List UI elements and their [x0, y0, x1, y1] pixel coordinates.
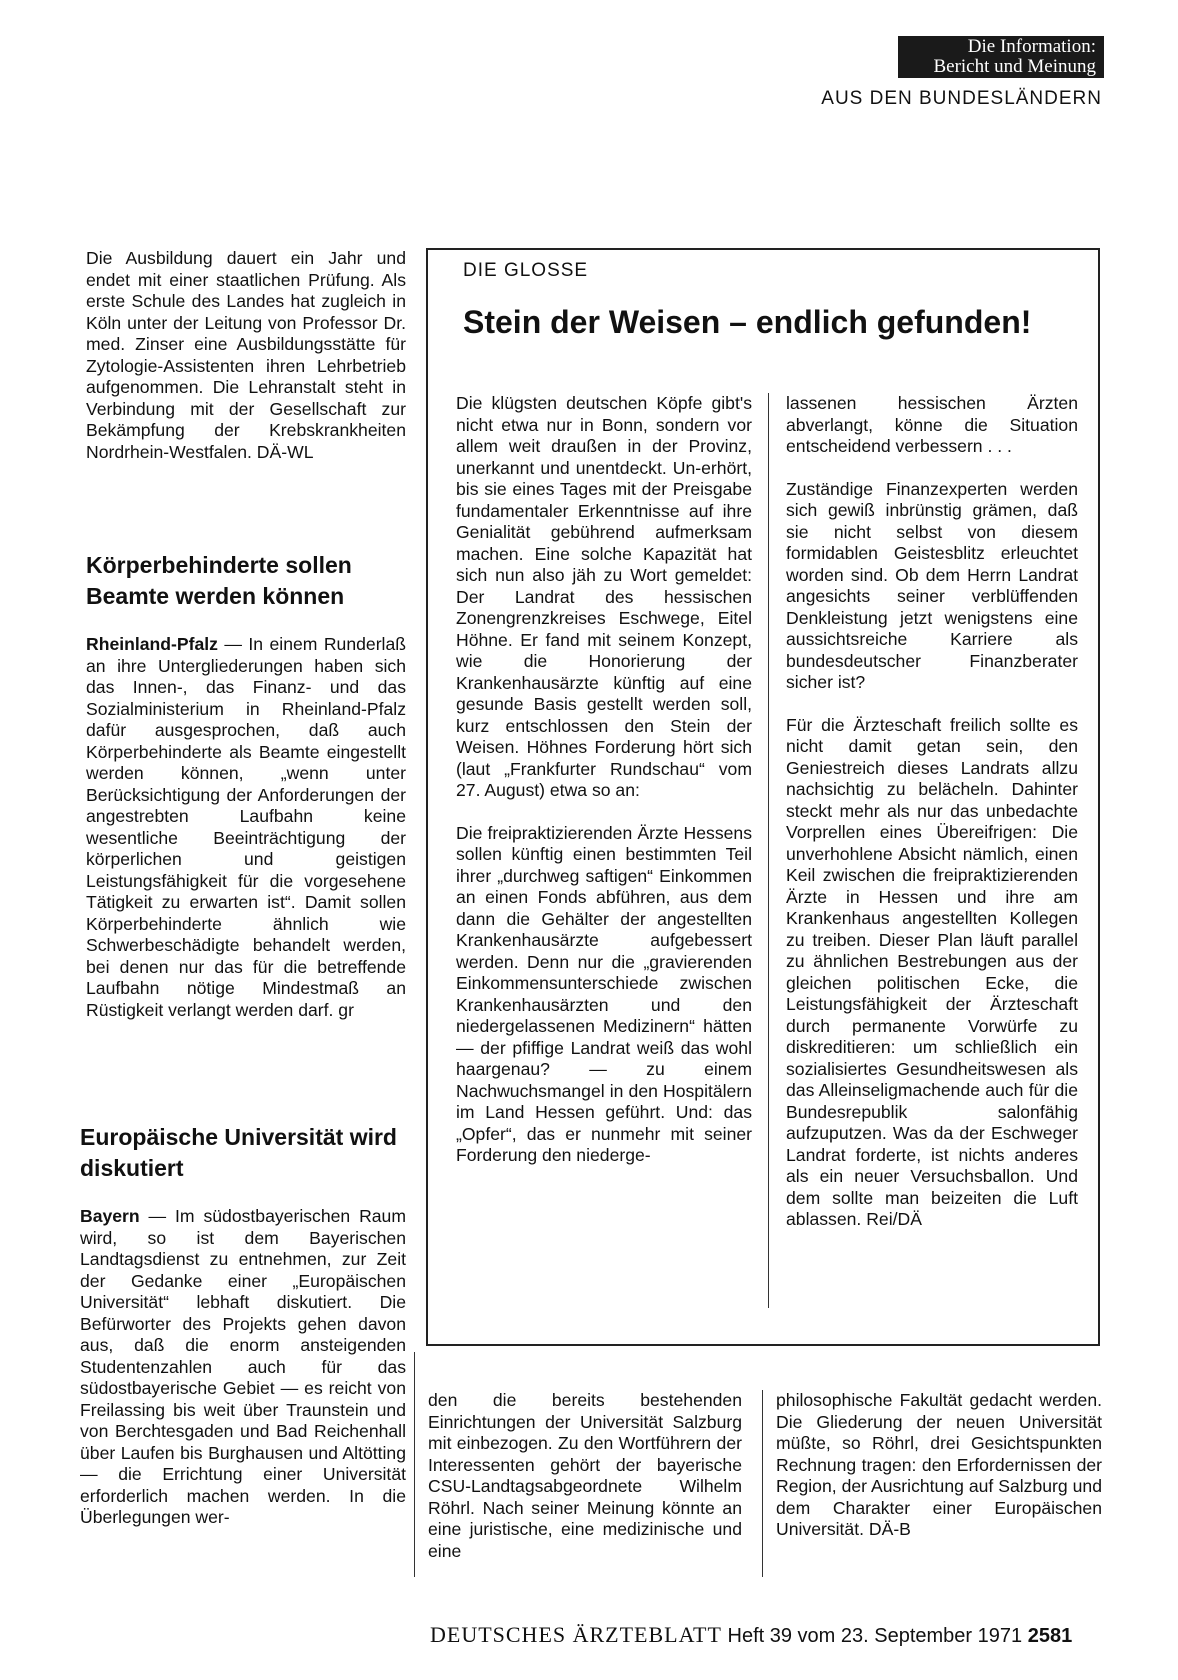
issue-info: Heft 39 vom 23. September 1971: [727, 1625, 1023, 1647]
article-koerperbehinderte: [86, 550, 406, 1021]
article-title: Europäische Universität wird diskutiert: [80, 1124, 397, 1181]
article-europaeische-universitaet: [80, 1122, 406, 1529]
intro-paragraph: Die Ausbildung dauert ein Jahr und endet mit einer staatlichen Prüfung. Als erste Schule des Landes hat zugleich in Köln unter der Leitung von Professor Dr. med. Zinser eine Ausbildungsstätte für Zytologie-Assistenten ihren Lehrbetrieb aufgenommen. Die Lehranstalt steht in Verbindung mit der Gesellschaft zur Bekämpfung der Krebskrankheiten Nordrhein-Westfalen. DÄ-WL: [86, 248, 406, 462]
article-text: — In einem Runderlaß an ihre Untergliederungen haben sich das Innen-, das Finanz- und das Sozialministerium in Rheinland-Pfalz dafür ausgesprochen, daß auch Körperbehinderte als Beamte eingestellt werden können, „wenn unter Berücksichtigung der Anforderungen der angestrebten Laufbahn keine wesentliche Beeinträchtigung der körperlichen und geistigen Leistungsfähigkeit für die vorgesehene Tätigkeit zu erwarten ist“. Damit sollen Körperbehinderte ähnlich wie Schwerbeschädigte behandelt werden, bei denen nur das für die betreffende Laufbahn nötige Mindestmaß an Rüstigkeit verlangt werden darf. gr: [86, 634, 406, 1020]
continuation-column-mid: [428, 1390, 742, 1562]
rubric-line-1: Die Information:: [967, 36, 1096, 57]
journal-name: DEUTSCHES ÄRZTEBLATT: [430, 1622, 722, 1647]
article-text: — Im südostbayerischen Raum wird, so ist dem Bayerischen Landtagsdienst zu entnehmen, zur Zeit der Gedanke einer „Europäischen Universität“ lebhaft diskutiert. Die Befürworter des Projekts gehen davon aus, daß die enorm ansteigenden Studentenzahlen auch für das südostbayerische Gebiet — es reicht von Freilassing bis weit über Traunstein und von Berchtesgaden und Bad Reichenhall über Laufen bis Burghausen und Altötting — die Errichtung einer Universität erforderlich machen werden. In die Überlegungen wer-: [80, 1206, 406, 1527]
glosse-paragraph: Zuständige Finanzexperten werden sich gewiß inbrünstig grämen, daß sie nicht selbst von diesem formidablen Geistesblitz erleuchtet worden sind. Ob dem Herrn Landrat angesichts seiner verblüffenden Denkleistung jetzt wenigstens eine aussichtsreiche Karriere als bundesdeutscher Finanzberater sicher ist?: [786, 478, 1078, 692]
glosse-paragraph: Die freipraktizierenden Ärzte Hessens sollen künftig einen bestimmten Teil ihrer „durchweg saftigen“ Einkommen an einen Fonds abführen, aus dem dann die Gehälter der angestellten Krankenhausärzte aufgebessert werden. Denn nur die „gravierenden Einkommensunterschiede zwischen Krankenhausärzten und den niedergelassenen Medizinern“ hätten — der pfiffige Landrat weiß das wohl haargenau? — zu einem Nachwuchsmangel in den Hospitälern im Land Hessen geführt. Und: das „Opfer“, das er nunmehr mit seiner Forderung den niederge-: [456, 822, 752, 1165]
glosse-title: Stein der Weisen – endlich gefunden!: [463, 304, 1032, 340]
rubric-badge: [898, 36, 1104, 78]
article-body: [86, 634, 406, 1021]
page-footer: [430, 1622, 1102, 1648]
column-divider: [414, 1352, 415, 1577]
glosse-column-2: [786, 393, 1078, 1231]
dateline: Rheinland-Pfalz: [86, 634, 218, 654]
dateline: Bayern: [80, 1206, 140, 1226]
glosse-paragraph: Für die Ärzteschaft freilich sollte es nicht damit getan sein, den Geniestreich dieses Landrats allzu nachsichtig zu belächeln. Dahinter steckt mehr als nur das unbedachte Vorprellen eines Übereifrigen: Die unverhohlene Absicht nämlich, einen Keil zwischen die freipraktizierenden Ärzte in Hessen und ihre am Krankenhaus angestellten Kollegen zu treiben. Dieser Plan läuft parallel zu ähnlichen Bestrebungen aus der gleichen politischen Ecke, die Leistungsfähigkeit der Ärzteschaft durch permanente Vorwürfe zu diskreditieren: um schließlich ein sozialisiertes Gesundheitswesen als das Alleinseligmachende auch für die Bundesrepublik salonfähig aufzuputzen. Was da der Eschweger Landrat forderte, ist nichts anderes als ein neuer Versuchsballon. Und dem sollte man beizeiten die Luft ablassen. Rei/DÄ: [786, 714, 1078, 1229]
column-divider: [768, 393, 769, 1308]
glosse-paragraph: lassenen hessischen Ärzten abverlangt, könne die Situation entscheidend verbessern . . .: [786, 393, 1078, 456]
continuation-text: philosophische Fakultät gedacht werden. Die Gliederung der neuen Universität müßte, so Röhrl, drei Gesichtspunkten Rechnung tragen: den Erfordernissen der Region, der Ausrichtung auf Salzburg und dem Charakter einer Europäischen Universität. DÄ-B: [776, 1390, 1102, 1539]
left-column-intro: [86, 248, 406, 463]
page-number: 2581: [1027, 1625, 1073, 1647]
continuation-text: den die bereits bestehenden Einrichtungen der Universität Salzburg mit einbezogen. Zu den Wortführern der Interessenten gehört der bayerische CSU-Landtagsabgeordnete Wilhelm Röhrl. Nach seiner Meinung könnte an eine juristische, eine medizinische und eine: [428, 1390, 742, 1561]
section-title: AUS DEN BUNDESLÄNDERN: [821, 88, 1102, 109]
continuation-column-right: [776, 1390, 1102, 1541]
glosse-paragraph: Die klügsten deutschen Köpfe gibt's nicht etwa nur in Bonn, sondern vor allem weit draußen in der Provinz, unerkannt und unentdeckt. Un-erhört, bis sie eines Tages mit der Preisgabe fundamentaler Erkenntnisse auf ihre Genialität gebührend aufmerksam machen. Eine solche Kapazität hat sich nun also jäh zu Wort gemeldet: Der Landrat des hessischen Zonengrenzkreises Eschwege, Eitel Höhne. Er fand mit seinem Konzept, wie die Honorierung der Krankenhausärzte künftig auf eine gesunde Basis gestellt werden soll, kurz entschlossen den Stein der Weisen. Höhnes Forderung hört sich (laut „Frankfurter Rundschau“ vom 27. August) etwa so an:: [456, 393, 752, 800]
rubric-line-2: Bericht und Meinung: [933, 56, 1096, 77]
glosse-label: DIE GLOSSE: [463, 260, 589, 281]
article-body: [80, 1206, 406, 1529]
article-title: Körperbehinderte sollen Beamte werden können: [86, 552, 352, 609]
column-divider: [762, 1390, 763, 1577]
glosse-column-1: [456, 393, 752, 1167]
